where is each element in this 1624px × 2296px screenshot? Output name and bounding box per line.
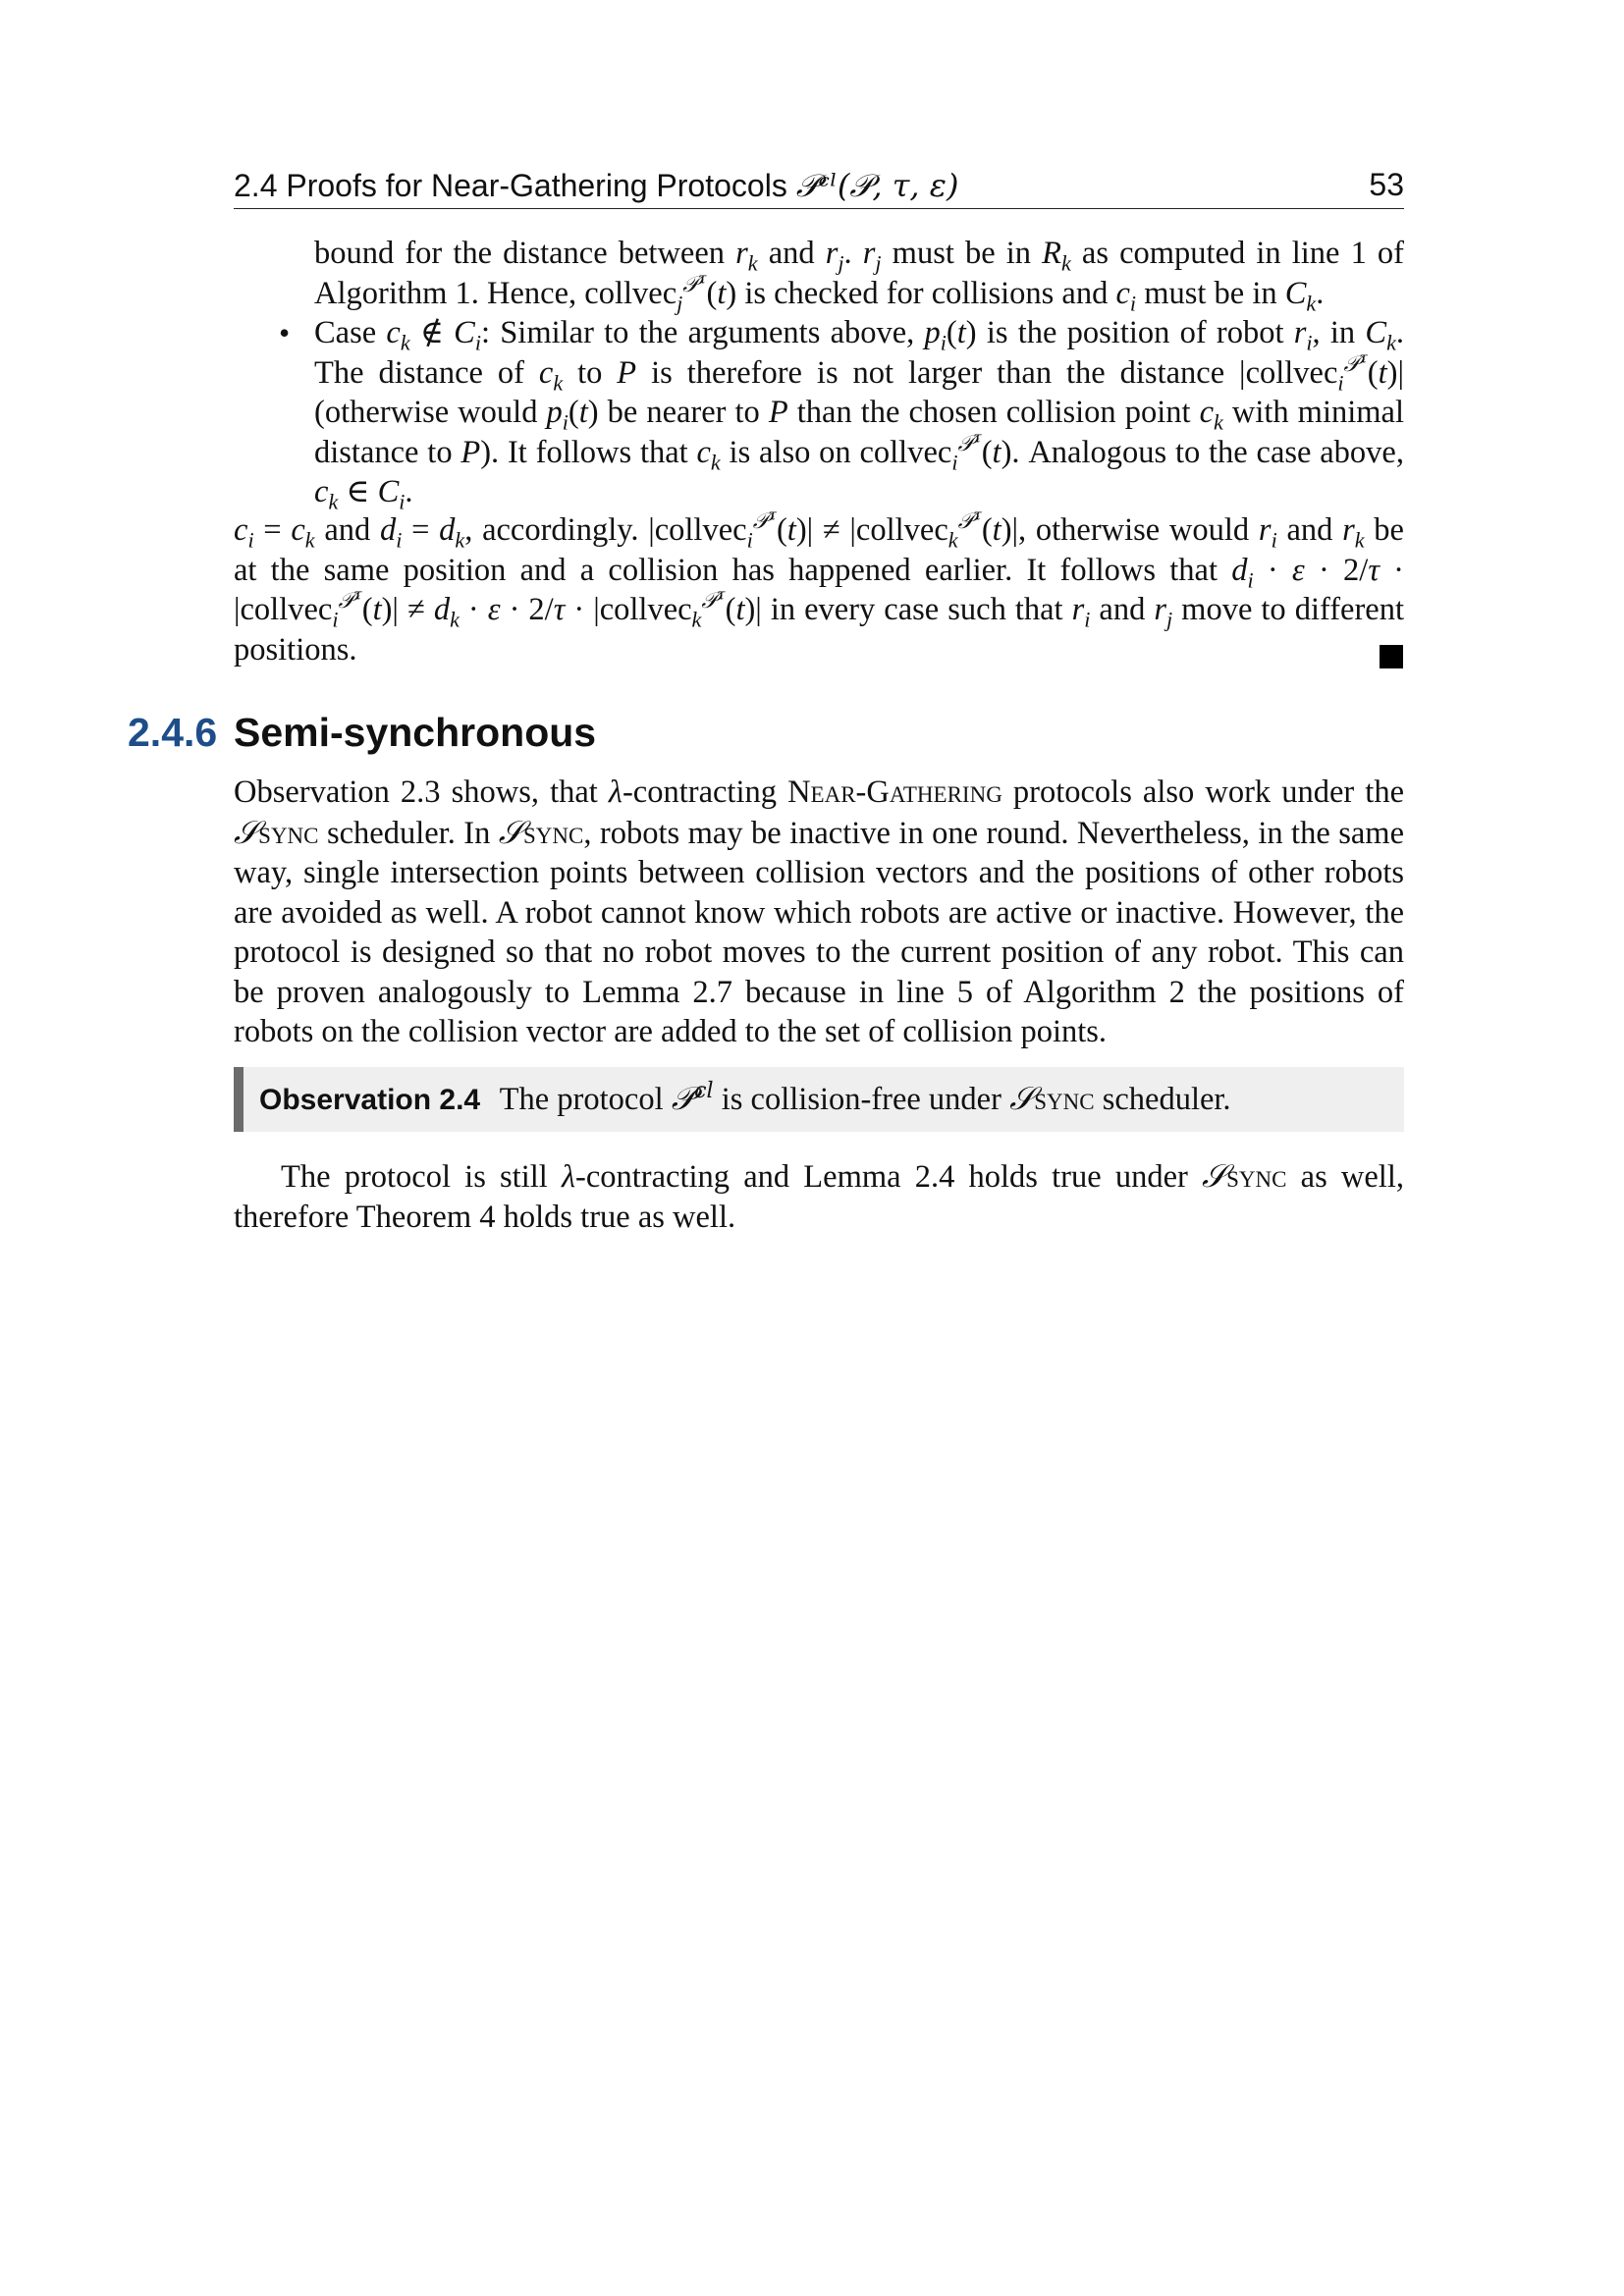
bullet-point-icon: • — [279, 315, 291, 350]
observation-text-end: scheduler. — [1102, 1082, 1231, 1117]
closing-paragraph: The protocol is still λ-contracting and Lemma 2.4 holds true under 𝒮sync as well, therefore Theorem 4 holds true as well. — [234, 1157, 1404, 1235]
bullet-case-ck-not-in-ci: • Case $c_k$ ∉ $C_i$: Similar to the arguments above, $p_i(t)$ is the position of robot $r_i$, in $C_k$. The distance of $c_k$ to P is therefore is not larger than the distance |collvec$_i^{𝒫^\tau}$(t)| (otherwise would $p_i(t)$ be nearer to P than the chosen collision point $c_k$ with minimal distance to P). It follows that $c_k$ is also on collvec$_i^{𝒫^\tau}$(t). Analogous to the case above, $c_k$ ∈ $C_i$. — [279, 315, 1404, 514]
proof-conclusion-paragraph: $c_i = c_k$ and $d_i = d_k$, accordingly. |collvec$_i^{𝒫^\tau}$(t)| ≠ |collvec$_k^{𝒫^\tau}$(t)|, otherwise would $r_i$ and $r_k$ be at the same position and a collision has happened earlier. It follows that $d_i \cdot \varepsilon \cdot 2/\tau$ · |collvec$_i^{𝒫^\tau}$(t)| ≠ $d_k \cdot \varepsilon \cdot 2/\tau$ · |collvec$_k^{𝒫^\tau}$(t)| in every case such that $r_i$ and $r_j$ move to different positions. — [234, 506, 1405, 667]
observation-box — [234, 1067, 1404, 1132]
observation-text-pre: The protocol — [499, 1082, 664, 1117]
section-title: Semi-synchronous — [234, 710, 597, 755]
section-body-paragraph: Observation 2.3 shows, that λ-contracting Near-Gathering protocols also work under the 𝒮sync scheduler. In 𝒮sync, robots may be inactive in one round. Nevertheless, in the same way, single intersection points between collision vectors and the positions of other robots are avoided as well. A robot cannot know which robots are active or inactive. However, the protocol is designed so that no robot moves to the current position of any robot. This can be proven analogously to Lemma 2.7 because in line 5 of Algorithm 2 the positions of robots on the collision vector are added to the set of collision points. — [234, 774, 1404, 1049]
end-of-proof-icon — [1380, 645, 1403, 668]
page-number: 53 — [1369, 167, 1404, 202]
observation-text-post: is collision-free under — [721, 1082, 1001, 1117]
continued-bullet-text: bound for the distance between $r_k$ and $r_j$. $r_j$ must be in $R_k$ as computed in line 1 of Algorithm 1. Hence, collvec$_j^{𝒫^\tau}$(t) is checked for collisions and $c_i$ must be in $C_k$. — [314, 236, 1404, 315]
header-title: 2.4 Proofs for Near-Gathering Protocols 𝒫ᶜˡ(𝒫, τ, ε) — [234, 167, 959, 204]
observation-label: Observation 2.4 — [259, 1084, 481, 1116]
observation-content: Observation 2.4 The protocol 𝒫$^{cl}$ is collision-free under 𝒮sync scheduler. — [259, 1078, 1231, 1117]
section-number: 2.4.6 — [128, 710, 218, 755]
running-header — [234, 165, 1404, 209]
